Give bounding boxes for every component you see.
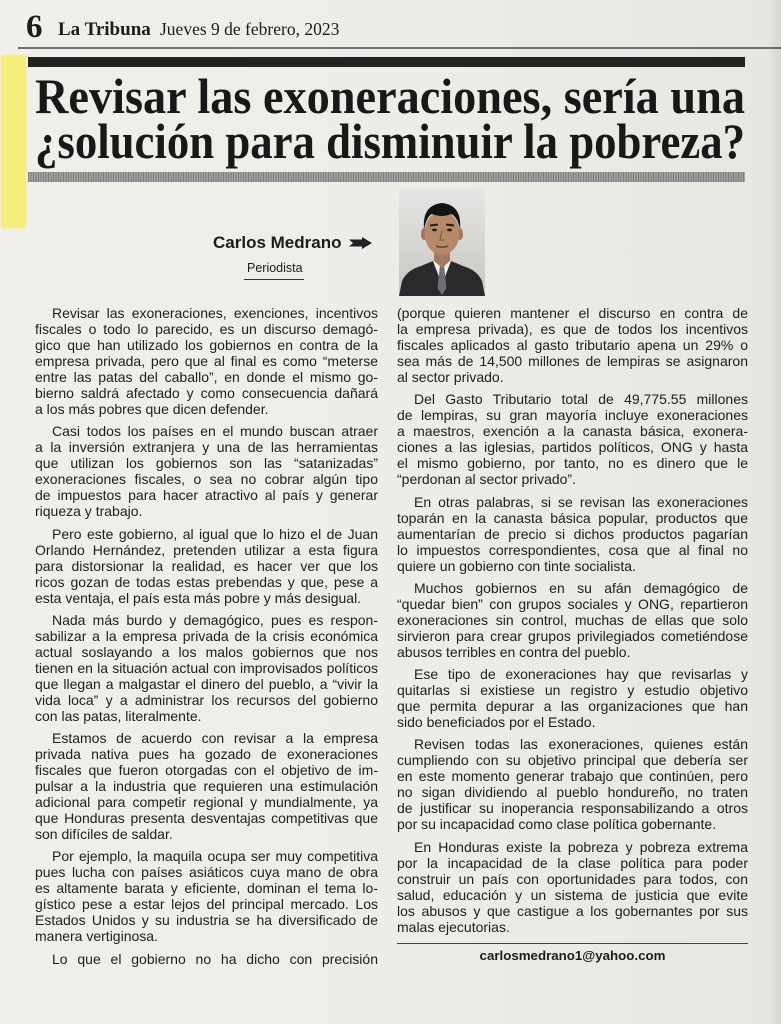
left-column-line: gico que han utilizado los gobiernos en contra de la [35,337,378,353]
paragraph [397,666,748,730]
left-column-line: son difíciles de saldar. [35,826,173,843]
paragraph [35,526,378,606]
headline-text: Revisar las exoneraciones, sería una [35,68,745,124]
right-column-line: En Honduras existe la pobreza y pobreza extrema [414,838,748,855]
highlighter-mark [1,55,26,228]
left-column-line: para distorsionar la realidad, es hacer ver que los [35,557,378,574]
headline-bottom-bar [28,172,745,182]
left-column-line: que llegan a malgastar el dinero del pueblo, a “vivir la [35,675,378,692]
right-column-line: no sigan dividiendo al pueblo hondureño, no traten [397,784,748,801]
left-column-line: Orlando Hernández, pretenden utilizar a esta figura [35,541,378,558]
right-column-line: toparán en la canasta básica popular, productos que [397,509,748,526]
paragraph [397,580,748,660]
right-column-line: de lempiras, su gran mayoría incluye exoneraciones [397,407,748,424]
left-column-line: exoneraciones fiscales, o sea no cobrar algún tipo [35,471,378,488]
left-column-line: que Honduras presenta desventajas competitivas que [35,810,378,827]
left-column-line: Revisar las exoneraciones, exenciones, incentivos [52,305,378,321]
paragraph [35,423,378,519]
paragraph [397,494,748,574]
right-column-line: por su incapacidad como clase política gobernante. [397,816,717,833]
paragraph [35,305,378,417]
paragraph [35,848,378,944]
right-column [397,305,748,935]
right-column-line: aumentarían de precio si dichos productos pagarían [397,525,748,542]
right-column-line: “perdonan al sector privado”. [397,471,576,488]
right-column-line: salud, educación y un sistema de justicia que evite [397,886,748,903]
issue-date: Jueves 9 de febrero, 2023 [160,19,340,39]
right-column-line: que permita depurar a las organizaciones que han [397,698,748,715]
page-edge-shadow [766,0,781,1024]
headline-text: ¿solución para disminuir la pobreza? [35,113,745,169]
headline-top-bar [28,57,745,67]
right-column-line: Muchos gobiernos en su afán demagógico de [414,579,748,596]
left-column-line: que utilizan los gobiernos son las “satanizadas” [35,455,378,472]
left-column-line: fiscales o todo lo parecido, es un discurso demagó- [35,321,378,337]
paragraph [397,839,748,935]
left-column-line: con las patas, literalmente. [35,707,202,724]
left-column-line: riqueza y trabajo. [35,503,143,520]
right-column-line: Revisen todas las exoneraciones, quienes están [414,736,748,753]
left-column-line: fiscales que fueron otorgadas con el objetivo de im- [35,762,378,779]
left-column-line: esta ventaja, el país esta más pobre y más desigual. [35,589,362,606]
right-column-line: el mismo gobierno, por tanto, no es dinero que le [397,455,748,472]
left-column-line: Casi todos los países en el mundo buscan atraer [52,423,378,440]
right-column-line: construir un país con oportunidades para todos, con [397,870,748,887]
right-column-line: exoneraciones sin control, muchas de ellas que solo [397,611,748,628]
email-rule [397,943,748,944]
paragraph [397,305,748,385]
right-column-line: en este momento generar trabajo que continúen, pero [397,768,748,785]
left-column-line: Lo que el gobierno no ha dicho con precisión [52,950,378,967]
author-photo [399,188,485,296]
right-column-line: al sector privado. [397,369,504,385]
left-column-line: Estados Unidos y su industria se ha diversificado de [35,912,378,929]
right-column-line: malas ejecutorias. [397,918,510,935]
right-column-line: “quedar bien” con grupos sociales y ONG, repartieron [397,595,748,612]
right-column-line: ciones a las iglesias, partidos políticos, ONG y hasta [397,439,748,456]
right-column-line: quitarlas si existiese un registro y estudio objetivo [397,682,748,699]
left-column-line: ricos gozan de todas estas prebendas y que, pese a [35,573,378,590]
left-column-line: Nada más burdo y demagógico, pues es respon- [52,611,378,628]
left-column-line: a los más pobres que dicen defender. [35,401,269,417]
right-column-line: En otras palabras, si se revisan las exoneraciones [414,493,748,510]
right-column-line: a maestros, exención a la canasta básica, exonera- [397,423,748,440]
left-column-line: Estamos de acuerdo con revisar a la empresa [52,730,378,747]
left-column-line: manera vertiginosa. [35,928,158,945]
left-column-line: tienen en la situación actual con improvisados políticos [35,659,378,676]
author-name: Carlos Medrano [213,233,342,252]
page-number: 6 [26,9,43,45]
arrow-right-icon [349,236,372,248]
left-column-line: pues lucha con países asiáticos cuya mano de obra [35,864,378,881]
left-column-line: empresa privada, pero que al final es como “meterse [35,353,378,369]
author-role-underline [244,279,304,280]
paragraph [35,951,378,967]
right-column-line: sea más de 14,500 millones de lempiras se asignaron [397,353,748,369]
left-column-line: Por ejemplo, la maquila ocupa ser muy competitiva [52,848,378,865]
left-column-line: entre las patas del caballo”, en donde el mismo go- [35,369,378,385]
left-column-line: gístico pese a estar lejos del principal mercado. Los [35,896,378,913]
left-column-line: de impuestos para hacer atractivo al país y generar [35,487,378,504]
left-column-line: a la inversión extranjera y una de las herramientas [35,439,378,456]
left-column-line: es altamente barata y eficiente, dominan el tema lo- [35,880,378,897]
author-role: Periodista [247,261,303,275]
left-column-line: privada nativa pues ha gozado de exoneraciones [35,746,378,763]
left-column-line: Pero este gobierno, al igual que lo hizo el de Juan [52,525,378,542]
right-column-line: la empresa privada), es que de todos los incentivos [397,321,748,337]
author-email: carlosmedrano1@yahoo.com [479,948,666,963]
headline-line [35,113,745,169]
right-column-line: Ese tipo de exoneraciones hay que revisarlas y [414,666,748,683]
newspaper-name: La Tribuna [58,19,151,40]
right-column-line: fiscales aplicados al gasto tributario apena un 29% o [397,337,748,353]
right-column-line: quiere un gobierno con tinte socialista. [397,557,636,574]
right-column-line: los abusos y que castigue a los gobernantes por sus [397,902,748,919]
right-column-line: por la incapacidad de la clase política para poder [397,854,748,871]
left-column-line: vida loca” y a administrar los recursos del gobierno [35,691,378,708]
right-column-line: sido beneficiados por el Estado. [397,714,596,731]
left-column [35,305,378,967]
paragraph [397,736,748,832]
right-column-line: lo impuestos correspondientes, cosa que al final no [397,541,748,558]
left-column-line: actual soslayando a los malos gobiernos que nos [35,643,378,660]
right-column-line: abusos terribles en contra del pueblo. [397,643,631,660]
right-column-line: (porque quieren mantener el discurso en contra de [397,305,748,321]
left-column-line: sabilizar a la empresa privada de la crisis económica [35,627,378,644]
headline [35,68,745,169]
paragraph [35,730,378,842]
header-rule [18,47,781,49]
right-column-line: cumpliendo con su objetivo principal que debería ser [397,752,748,769]
left-column-line: bierno saldrá afectado y como consecuencia dañará [35,385,378,401]
left-column-line: pulsar a la industria que requieren una estimulación [35,778,378,795]
paragraph [35,612,378,724]
left-column-line: adicional para competir regional y mundialmente, ya [35,794,378,811]
right-column-line: sirvieron para crear grupos privilegiados cometiéndose [397,627,748,644]
right-column-line: de justificar su inoperancia responsabilizando a otros [397,800,748,817]
paragraph [397,391,748,487]
right-column-line: Del Gasto Tributario total de 49,775.55 millones [414,391,748,408]
